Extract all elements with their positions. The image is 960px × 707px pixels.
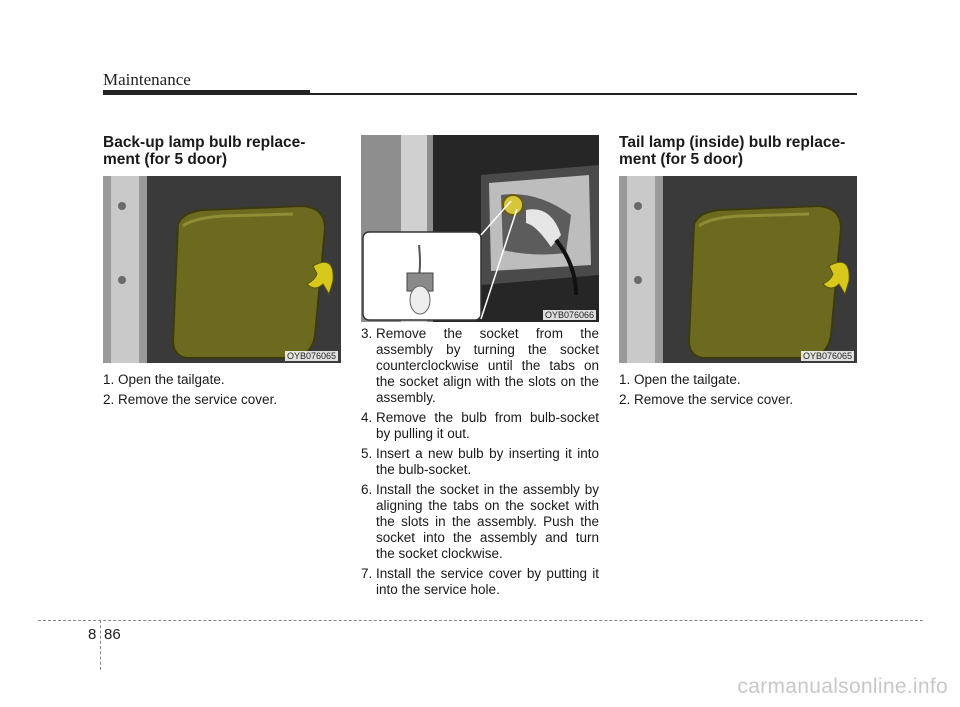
tail-lamp-heading xyxy=(619,134,864,168)
watermark: carmanualsonline.info xyxy=(737,675,948,698)
step-item xyxy=(361,446,599,478)
step-item xyxy=(361,410,599,442)
step-text: Insert a new bulb by inserting it into the bulb-socket. xyxy=(376,446,599,477)
section-number: 8 xyxy=(88,626,97,643)
steps-middle xyxy=(361,326,599,602)
page-number: 86 xyxy=(104,626,121,643)
step-text: Remove the bulb from bulb-socket by pulling it out. xyxy=(376,410,599,441)
step-text: Install the socket in the assembly by aligning the tabs on the socket with the slots in the assembly. Push the socket into the assembly and turn the socket clockwise. xyxy=(376,482,599,561)
step-item xyxy=(619,392,857,408)
step-number: 4. xyxy=(361,410,373,425)
step-text: Install the service cover by putting it into the service hole. xyxy=(376,566,599,597)
section-title: Maintenance xyxy=(103,70,191,89)
step-number: 2. xyxy=(103,392,115,407)
figure-code: OYB076065 xyxy=(286,351,336,361)
step-text: Open the tailgate. xyxy=(118,372,225,387)
step-number: 7. xyxy=(361,566,373,581)
step-number: 2. xyxy=(619,392,631,407)
step-number: 6. xyxy=(361,482,373,497)
steps-right xyxy=(619,372,857,412)
step-text: Remove the socket from the assembly by turning the socket counterclockwise until the tabs on the socket align with the slots on the assembly. xyxy=(376,326,599,405)
service-cover-illustration xyxy=(103,176,341,363)
step-number: 1. xyxy=(103,372,115,387)
step-number: 5. xyxy=(361,446,373,461)
step-item xyxy=(619,372,857,388)
heading-line: Back-up lamp bulb replace- xyxy=(103,134,306,151)
figure-code: OYB076066 xyxy=(544,310,594,320)
step-item xyxy=(361,566,599,598)
socket-figure xyxy=(361,135,599,322)
step-number: 1. xyxy=(619,372,631,387)
backup-lamp-heading xyxy=(103,134,343,168)
step-item xyxy=(103,372,341,388)
step-number: 3. xyxy=(361,326,373,341)
heading-line: ment (for 5 door) xyxy=(103,151,227,168)
step-item xyxy=(103,392,341,408)
step-text: Remove the service cover. xyxy=(118,392,278,407)
footer-dashed-divider xyxy=(100,620,101,670)
footer-dashed-rule xyxy=(38,620,923,621)
step-item xyxy=(361,326,599,406)
step-text: Open the tailgate. xyxy=(634,372,741,387)
figure-code: OYB076065 xyxy=(802,351,852,361)
service-cover-figure-right xyxy=(619,176,857,363)
socket-illustration xyxy=(361,135,599,322)
service-cover-illustration xyxy=(619,176,857,363)
header-rule-accent xyxy=(103,90,310,95)
step-item xyxy=(361,482,599,562)
step-text: Remove the service cover. xyxy=(634,392,794,407)
service-cover-figure-left xyxy=(103,176,341,363)
heading-line: Tail lamp (inside) bulb replace- xyxy=(619,134,846,151)
heading-line: ment (for 5 door) xyxy=(619,151,743,168)
steps-left xyxy=(103,372,341,412)
